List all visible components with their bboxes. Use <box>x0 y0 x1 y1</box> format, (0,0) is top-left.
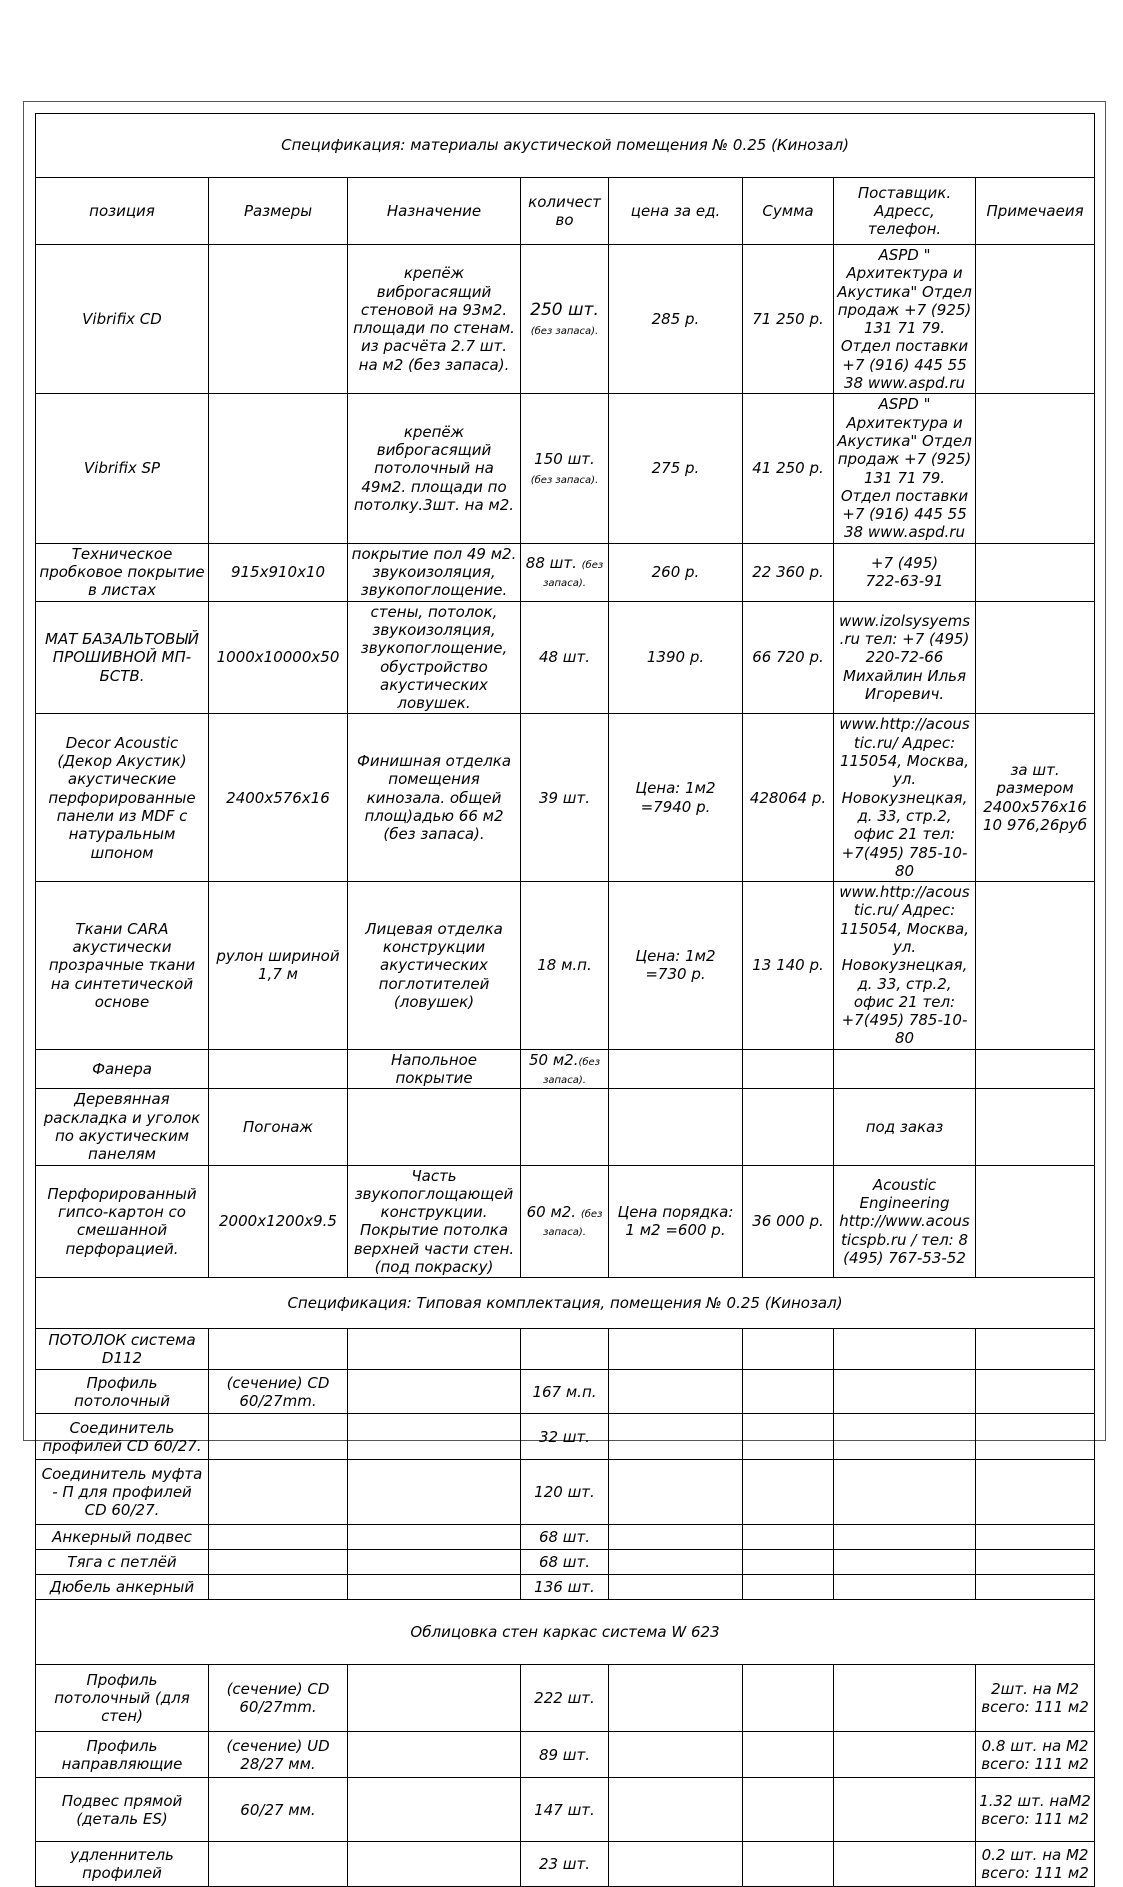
component-position: Дюбель анкерный <box>36 1575 209 1600</box>
component-note <box>976 1414 1095 1460</box>
empty-cell <box>743 1778 834 1842</box>
material-sum: 22 360 р. <box>743 543 834 601</box>
material-supplier <box>834 1049 976 1089</box>
empty-cell <box>743 1575 834 1600</box>
empty-cell <box>834 1329 976 1370</box>
material-quantity <box>521 1165 609 1278</box>
material-position: Техническое пробковое покрытие в листах <box>36 543 209 601</box>
empty-cell <box>834 1778 976 1842</box>
component-note <box>976 1575 1095 1600</box>
empty-cell <box>609 1575 743 1600</box>
table-row <box>36 1525 1095 1550</box>
component-position: Соединитель профилей CD 60/27. <box>36 1414 209 1460</box>
component-quantity: 68 шт. <box>521 1550 609 1575</box>
material-quantity <box>521 1049 609 1089</box>
material-price: 285 р. <box>609 245 743 394</box>
header-purpose: Назначение <box>348 178 521 245</box>
component-size: 60/27 мм. <box>209 1778 348 1842</box>
component-size: (сечение) CD 60/27mm. <box>209 1370 348 1414</box>
material-supplier: www.http://acoustic.ru/ Адрес: 115054, Москва, ул. Новокузнецкая, д. 33, стр.2, офис 21 тел: +7(495) 785-10-80 <box>834 882 976 1050</box>
header-sum: Сумма <box>743 178 834 245</box>
component-position: удленнитель профилей <box>36 1842 209 1887</box>
component-size <box>209 1414 348 1460</box>
quantity-value: 150 шт. <box>534 450 595 469</box>
material-size: Погонаж <box>209 1089 348 1165</box>
material-note <box>976 394 1095 543</box>
quantity-value: 39 шт. <box>538 788 591 807</box>
spec-title-materials: Спецификация: материалы акустической помещения № 0.25 (Кинозал) <box>36 114 1095 178</box>
component-note: 0.2 шт. на М2 всего: 111 м2 <box>976 1842 1095 1887</box>
material-sum: 71 250 р. <box>743 245 834 394</box>
component-quantity: 89 шт. <box>521 1732 609 1778</box>
component-quantity: 167 м.п. <box>521 1370 609 1414</box>
component-position: Профиль потолочный (для стен) <box>36 1665 209 1732</box>
component-size <box>209 1460 348 1525</box>
material-price: 275 р. <box>609 394 743 543</box>
header-row <box>36 178 1095 245</box>
component-note <box>976 1370 1095 1414</box>
component-size <box>209 1575 348 1600</box>
material-quantity <box>521 601 609 714</box>
quantity-value: 18 м.п. <box>537 956 592 975</box>
table-row <box>36 601 1095 714</box>
empty-cell <box>743 1525 834 1550</box>
material-purpose: Часть звукопоглощающей конструкции. Покрытие потолка верхней части стен. (под покраску) <box>348 1165 521 1278</box>
component-size <box>209 1525 348 1550</box>
material-size: рулон шириной 1,7 м <box>209 882 348 1050</box>
empty-cell <box>834 1550 976 1575</box>
empty-cell <box>743 1550 834 1575</box>
empty-cell <box>609 1732 743 1778</box>
empty-cell <box>348 1665 521 1732</box>
material-sum: 36 000 р. <box>743 1165 834 1278</box>
material-note <box>976 1165 1095 1278</box>
material-size <box>209 245 348 394</box>
material-price: 1390 р. <box>609 601 743 714</box>
header-unit-price: цена за ед. <box>609 178 743 245</box>
header-supplier: Поставщик. Адресс, телефон. <box>834 178 976 245</box>
empty-cell <box>743 1329 834 1370</box>
table-row <box>36 1732 1095 1778</box>
component-quantity: 32 шт. <box>521 1414 609 1460</box>
component-quantity: 23 шт. <box>521 1842 609 1887</box>
component-size <box>209 1329 348 1370</box>
material-position: МАТ БАЗАЛЬТОВЫЙ ПРОШИВНОЙ МП-БСТВ. <box>36 601 209 714</box>
empty-cell <box>743 1665 834 1732</box>
table-row <box>36 714 1095 882</box>
spec-title-standard-kit: Спецификация: Типовая комплектация, помещения № 0.25 (Кинозал) <box>36 1278 1095 1329</box>
material-sum: 66 720 р. <box>743 601 834 714</box>
material-size: 2000x1200x9.5 <box>209 1165 348 1278</box>
material-price <box>609 1089 743 1165</box>
table-row <box>36 394 1095 543</box>
material-purpose: Финишная отделка помещения кинозала. общей площ)адью 66 м2 (без запаса). <box>348 714 521 882</box>
component-quantity: 222 шт. <box>521 1665 609 1732</box>
empty-cell <box>609 1842 743 1887</box>
quantity-note: (без запаса). <box>543 559 604 590</box>
material-sum <box>743 1049 834 1089</box>
quantity-value: 88 шт. <box>525 553 577 572</box>
material-supplier: Acoustic Engineering http://www.acousticspb.ru / тел: 8 (495) 767-53-52 <box>834 1165 976 1278</box>
component-quantity <box>521 1329 609 1370</box>
material-quantity <box>521 1089 609 1165</box>
table-row <box>36 1370 1095 1414</box>
component-quantity: 120 шт. <box>521 1460 609 1525</box>
material-supplier: www.http://acoustic.ru/ Адрес: 115054, Москва, ул. Новокузнецкая, д. 33, стр.2, офис 21 тел: +7(495) 785-10-80 <box>834 714 976 882</box>
empty-cell <box>348 1550 521 1575</box>
empty-cell <box>834 1414 976 1460</box>
empty-cell <box>609 1414 743 1460</box>
empty-cell <box>348 1414 521 1460</box>
material-price: Цена: 1м2 =730 р. <box>609 882 743 1050</box>
empty-cell <box>834 1525 976 1550</box>
empty-cell <box>348 1842 521 1887</box>
component-position: Анкерный подвес <box>36 1525 209 1550</box>
table-row <box>36 1550 1095 1575</box>
empty-cell <box>834 1370 976 1414</box>
table-row <box>36 1329 1095 1370</box>
material-purpose: крепёж виброгасящий потолочный на 49м2. площади по потолку.3шт. на м2. <box>348 394 521 543</box>
component-position: Профиль направляющие <box>36 1732 209 1778</box>
material-price: Цена порядка: 1 м2 =600 р. <box>609 1165 743 1278</box>
empty-cell <box>348 1329 521 1370</box>
component-note: 0.8 шт. на М2 всего: 111 м2 <box>976 1732 1095 1778</box>
material-supplier: www.izolsysyems.ru тел: +7 (495) 220-72-66 Михайлин Илья Игоревич. <box>834 601 976 714</box>
table-row <box>36 1778 1095 1842</box>
empty-cell <box>743 1460 834 1525</box>
spec-title-wall-cladding: Облицовка стен каркас система W 623 <box>36 1600 1095 1665</box>
header-notes: Примечаеия <box>976 178 1095 245</box>
component-note: 2шт. на М2 всего: 111 м2 <box>976 1665 1095 1732</box>
material-quantity <box>521 882 609 1050</box>
component-size <box>209 1550 348 1575</box>
material-quantity <box>521 245 609 394</box>
material-price <box>609 1049 743 1089</box>
quantity-value: 250 шт. <box>530 299 599 320</box>
empty-cell <box>834 1575 976 1600</box>
material-size <box>209 394 348 543</box>
material-supplier: +7 (495) 722-63-91 <box>834 543 976 601</box>
material-purpose: крепёж виброгасящий стеновой на 93м2. площади по стенам. из расчёта 2.7 шт. на м2 (без запаса). <box>348 245 521 394</box>
empty-cell <box>743 1842 834 1887</box>
component-note <box>976 1460 1095 1525</box>
empty-cell <box>609 1525 743 1550</box>
material-position: Vibrifix SP <box>36 394 209 543</box>
material-purpose: Лицевая отделка конструкции акустических поглотителей (ловушек) <box>348 882 521 1050</box>
empty-cell <box>348 1732 521 1778</box>
material-note <box>976 1089 1095 1165</box>
quantity-note: (без запаса). <box>530 326 599 338</box>
table-row <box>36 1414 1095 1460</box>
quantity-note: (без запаса). <box>530 474 599 486</box>
header-quantity: количест во <box>521 178 609 245</box>
table-row <box>36 1575 1095 1600</box>
material-position: Деревянная раскладка и уголок по акустическим панелям <box>36 1089 209 1165</box>
material-sum <box>743 1089 834 1165</box>
table-row <box>36 1049 1095 1089</box>
empty-cell <box>609 1550 743 1575</box>
material-purpose: стены, потолок, звукоизоляция, звукопоглощение, обустройство акустических ловушек. <box>348 601 521 714</box>
material-note <box>976 1049 1095 1089</box>
empty-cell <box>743 1414 834 1460</box>
table-row <box>36 1665 1095 1732</box>
empty-cell <box>348 1370 521 1414</box>
material-sum: 41 250 р. <box>743 394 834 543</box>
material-purpose: Напольное покрытие <box>348 1049 521 1089</box>
material-sum: 13 140 р. <box>743 882 834 1050</box>
material-supplier: под заказ <box>834 1089 976 1165</box>
material-position: Фанера <box>36 1049 209 1089</box>
material-sum: 428064 р. <box>743 714 834 882</box>
empty-cell <box>609 1370 743 1414</box>
material-size: 915x910x10 <box>209 543 348 601</box>
component-note <box>976 1550 1095 1575</box>
empty-cell <box>834 1460 976 1525</box>
quantity-value: 50 м2. <box>528 1050 579 1069</box>
component-position: Профиль потолочный <box>36 1370 209 1414</box>
component-position: ПОТОЛОК система D112 <box>36 1329 209 1370</box>
material-note: за шт. размером 2400x576x16 10 976,26руб <box>976 714 1095 882</box>
empty-cell <box>348 1525 521 1550</box>
component-position: Тяга с петлёй <box>36 1550 209 1575</box>
component-size <box>209 1842 348 1887</box>
material-position: Vibrifix CD <box>36 245 209 394</box>
table-row <box>36 1460 1095 1525</box>
quantity-value: 48 шт. <box>538 648 591 667</box>
component-note <box>976 1525 1095 1550</box>
component-position: Подвес прямой (деталь ES) <box>36 1778 209 1842</box>
table-row <box>36 543 1095 601</box>
material-quantity <box>521 543 609 601</box>
material-price: Цена: 1м2 =7940 р. <box>609 714 743 882</box>
empty-cell <box>609 1778 743 1842</box>
empty-cell <box>609 1665 743 1732</box>
material-note <box>976 543 1095 601</box>
material-quantity <box>521 394 609 543</box>
quantity-value: 60 м2. <box>526 1203 577 1222</box>
component-quantity: 147 шт. <box>521 1778 609 1842</box>
header-size: Размеры <box>209 178 348 245</box>
empty-cell <box>609 1329 743 1370</box>
header-position: позиция <box>36 178 209 245</box>
table-row <box>36 1165 1095 1278</box>
table-row <box>36 1842 1095 1887</box>
material-quantity <box>521 714 609 882</box>
spec-table <box>35 113 1095 1887</box>
material-note <box>976 245 1095 394</box>
quantity-note: (без запаса). <box>543 1056 601 1087</box>
empty-cell <box>834 1732 976 1778</box>
material-note <box>976 882 1095 1050</box>
table-row <box>36 245 1095 394</box>
empty-cell <box>834 1665 976 1732</box>
component-quantity: 68 шт. <box>521 1525 609 1550</box>
empty-cell <box>834 1842 976 1887</box>
material-size: 2400x576x16 <box>209 714 348 882</box>
material-position: Decor Acoustic (Декор Акустик) акустические перфорированные панели из MDF с натуральным шпоном <box>36 714 209 882</box>
material-position: Перфорированный гипсо-картон со смешанной перфорацией. <box>36 1165 209 1278</box>
material-supplier: ASPD " Архитектура и Акустика" Отдел продаж +7 (925) 131 71 79. Отдел поставки +7 (916) 445 55 38 www.aspd.ru <box>834 245 976 394</box>
empty-cell <box>348 1460 521 1525</box>
component-size: (сечение) CD 60/27mm. <box>209 1665 348 1732</box>
material-purpose: покрытие пол 49 м2. звукоизоляция, звукопоглощение. <box>348 543 521 601</box>
empty-cell <box>348 1575 521 1600</box>
component-position: Соединитель муфта - П для профилей CD 60/27. <box>36 1460 209 1525</box>
material-price: 260 р. <box>609 543 743 601</box>
material-position: Ткани CARA акустически прозрачные ткани на синтетической основе <box>36 882 209 1050</box>
component-size: (сечение) UD 28/27 мм. <box>209 1732 348 1778</box>
quantity-note: (без запаса). <box>543 1209 603 1239</box>
material-supplier: ASPD " Архитектура и Акустика" Отдел продаж +7 (925) 131 71 79. Отдел поставки +7 (916) 445 55 38 www.aspd.ru <box>834 394 976 543</box>
material-size: 1000x10000x50 <box>209 601 348 714</box>
material-size <box>209 1049 348 1089</box>
empty-cell <box>743 1732 834 1778</box>
material-note <box>976 601 1095 714</box>
material-purpose <box>348 1089 521 1165</box>
component-note: 1.32 шт. наМ2 всего: 111 м2 <box>976 1778 1095 1842</box>
empty-cell <box>348 1778 521 1842</box>
component-quantity: 136 шт. <box>521 1575 609 1600</box>
empty-cell <box>743 1370 834 1414</box>
table-row <box>36 882 1095 1050</box>
table-row <box>36 1089 1095 1165</box>
component-note <box>976 1329 1095 1370</box>
empty-cell <box>609 1460 743 1525</box>
